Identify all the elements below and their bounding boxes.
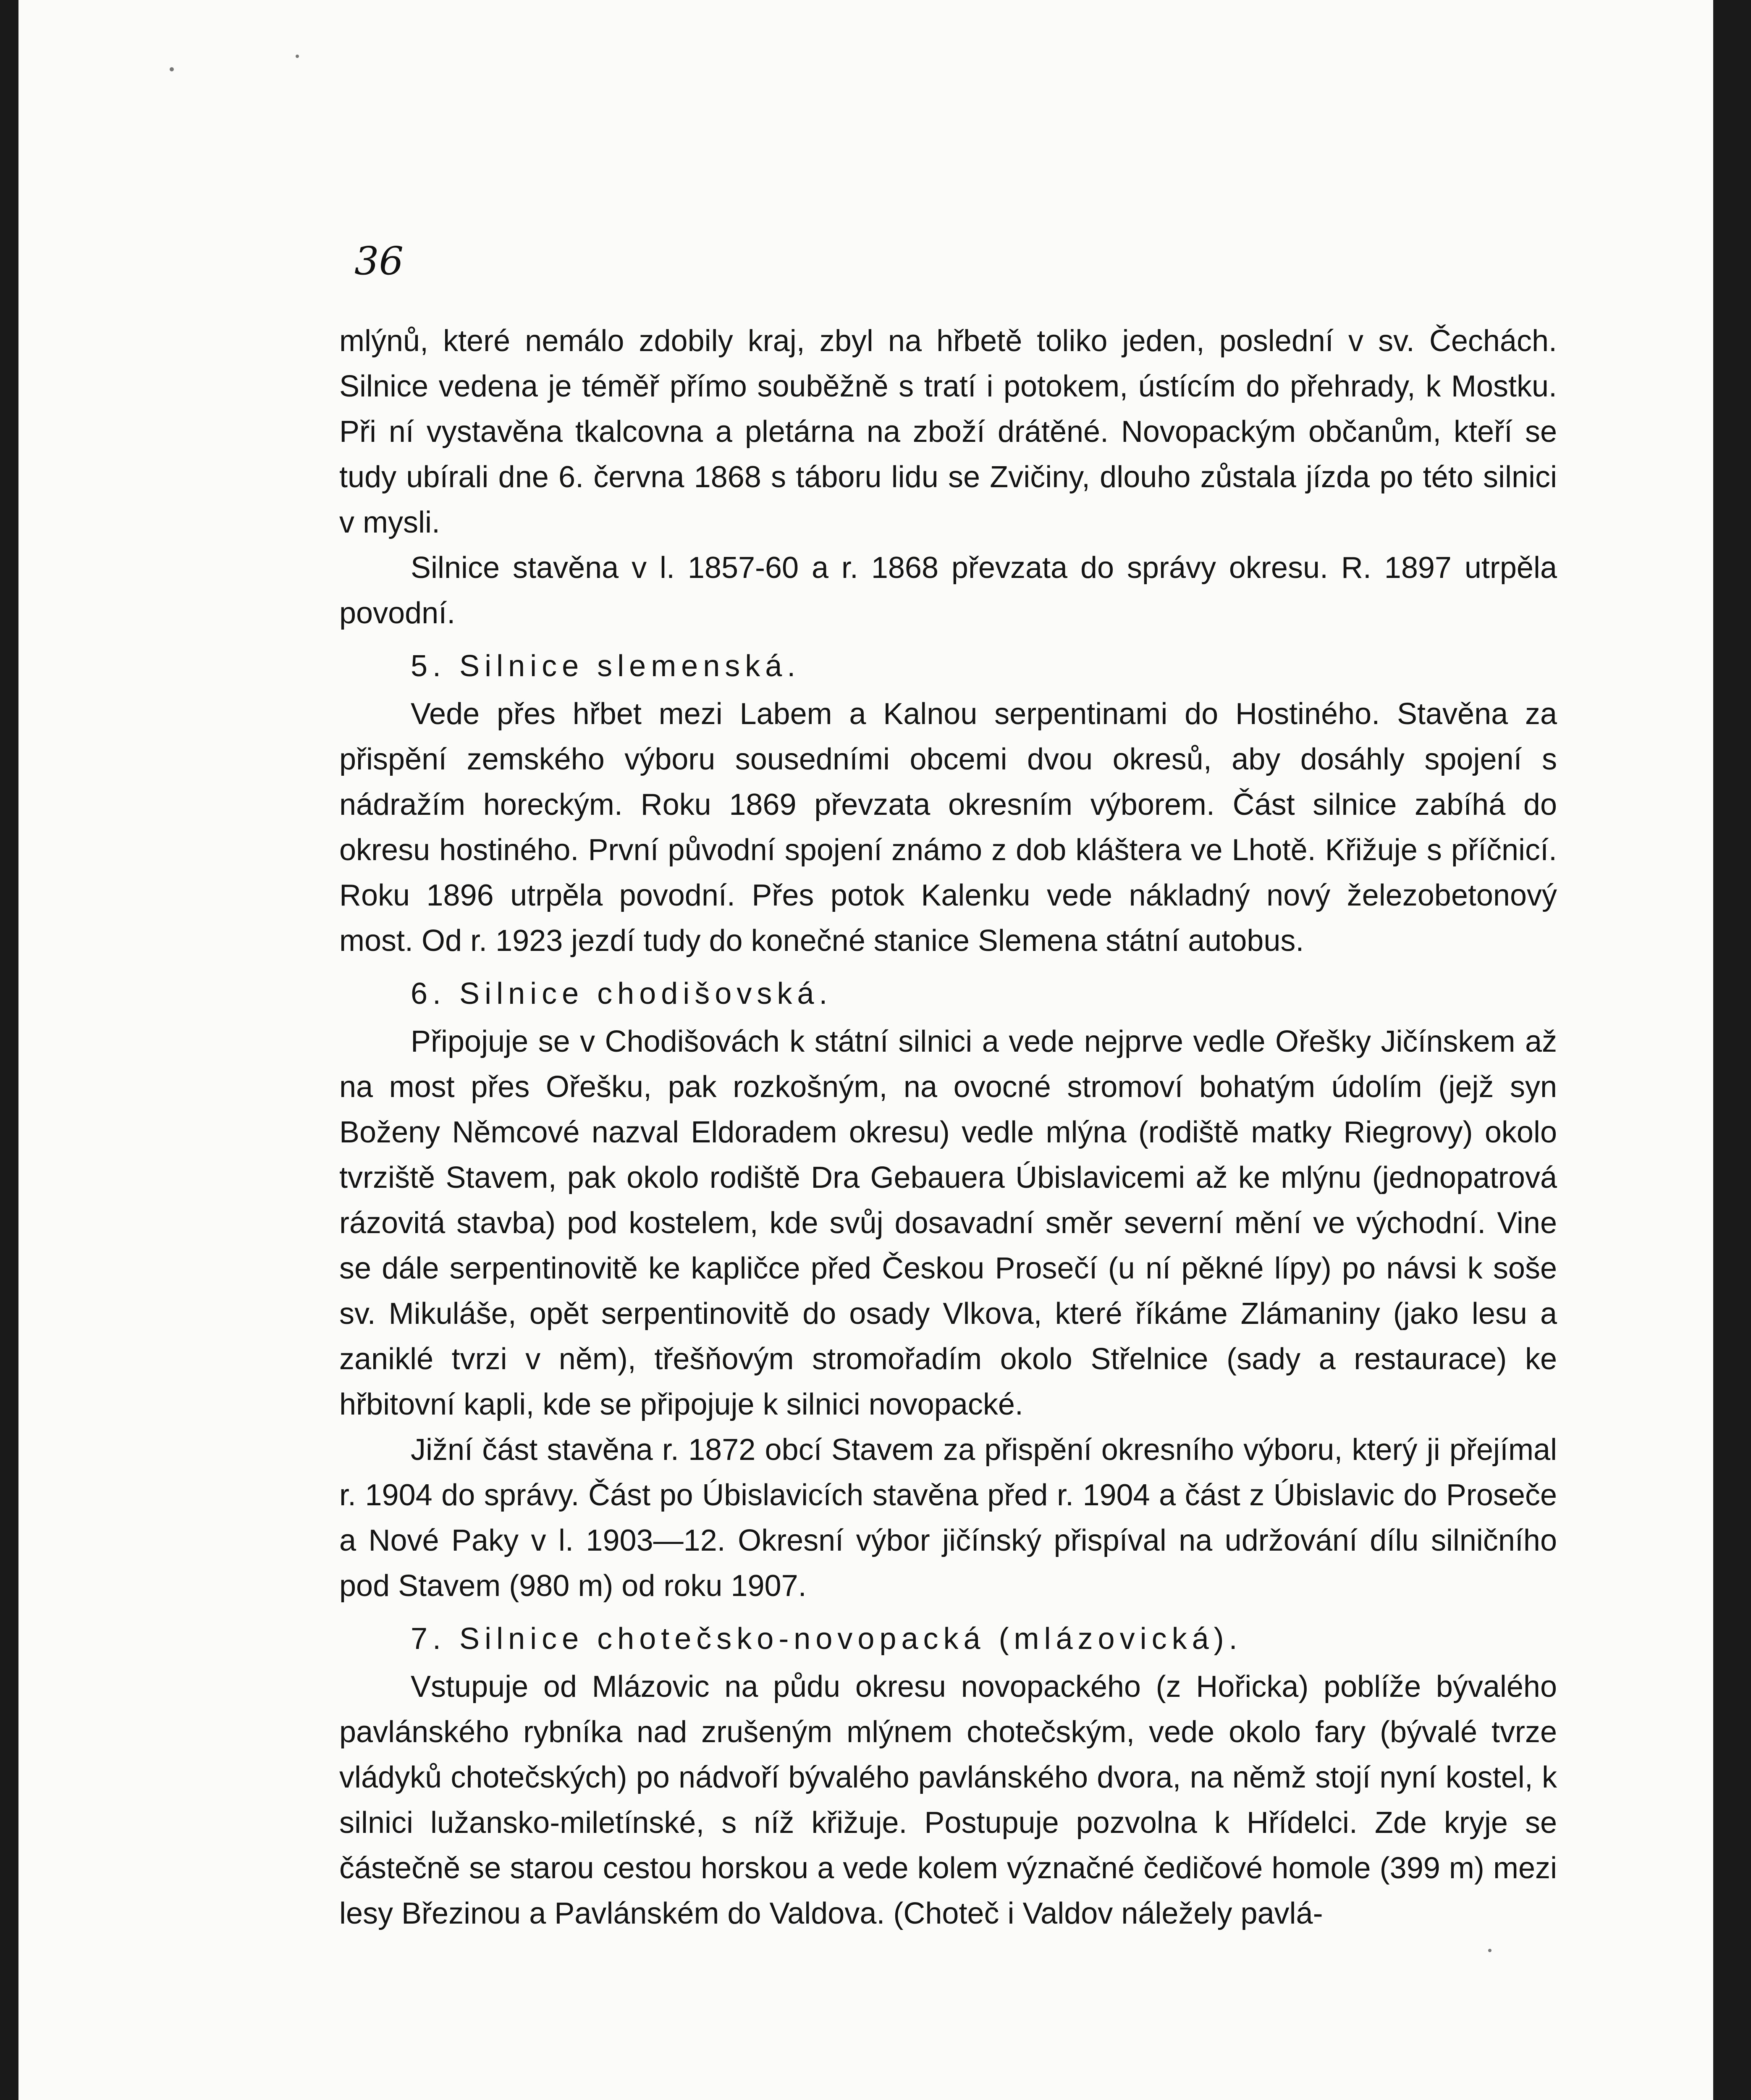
paragraph: Vede přes hřbet mezi Labem a Kalnou serpentinami do Hostiného. Stavěna za přispění zemského výboru sousedními obcemi dvou okresů, aby dosáhly spojení s nádražím horeckým. Roku 1869 převzata okresním výborem. Část silnice zabíhá do okresu hostiného. První původní spojení známo z dob kláštera ve Lhotě. Křižuje s příčnicí. Roku 1896 utrpěla povodní. Přes potok Kalenku vede nákladný nový železobetonový most. Od r. 1923 jezdí tudy do konečné stanice Slemena státní autobus. (339, 697, 1557, 958)
section-heading: 5. Silnice slemenská. (411, 649, 801, 683)
scan-speck (296, 55, 299, 58)
body-text (339, 318, 1557, 1936)
page-number: 36 (354, 239, 404, 284)
paragraph: Jižní část stavěna r. 1872 obcí Stavem za přispění okresního výboru, který ji přejímal r. 1904 do správy. Část po Úbislavicích stavěna před r. 1904 a část z Úbislavic do Proseče a Nové Paky v l. 1903—12. Okresní výbor jičínský přispíval na udržování dílu silničního pod Stavem (980 m) od roku 1907. (339, 1433, 1557, 1603)
paragraph: Připojuje se v Chodišovách k státní silnici a vede nejprve vedle Ořešky Jičínskem až na most přes Ořešku, pak rozkošným, na ovocné stromoví bohatým údolím (jejž syn Boženy Němcové nazval Eldoradem okresu) vedle mlýna (rodiště matky Riegrovy) okolo tvrziště Stavem, pak okolo rodiště Dra Gebauera Úbislavicemi až ke mlýnu (jednopatrová rázovitá stavba) pod kostelem, kde svůj dosavadní směr severní mění ve východní. Vine se dále serpentinovitě ke kapličce před Českou Prosečí (u ní pěkné lípy) po návsi k soše sv. Mikuláše, opět serpentinovitě do osady Vlkova, které říkáme Zlámaniny (jako lesu a zaniklé tvrzi v něm), třešňovým stromořadím okolo Střelnice (sady a restaurace) ke hřbitovní kapli, kde se připojuje k silnici novopacké. (339, 1025, 1557, 1421)
section-heading: 7. Silnice chotečsko-novopacká (mlázovická). (411, 1622, 1242, 1656)
paragraph: mlýnů, které nemálo zdobily kraj, zbyl na hřbetě toliko jeden, poslední v sv. Čechách. Silnice vedena je téměř přímo souběžně s tratí i potokem, ústícím do přehrady, k Mostku. Při ní vystavěna tkalcovna a pletárna na zboží drátěné. Novopackým občanům, kteří se tudy ubírali dne 6. června 1868 s táboru lidu se Zvičiny, dlouho zůstala jízda po této silnici v mysli. (339, 324, 1557, 539)
paragraph: Vstupuje od Mlázovic na půdu okresu novopackého (z Hořicka) poblíže bývalého pavlánského rybníka nad zrušeným mlýnem chotečským, vede okolo fary (bývalé tvrze vládyků chotečských) po nádvoří bývalého pavlánského dvora, na němž stojí nyní kostel, k silnici lužansko-miletínské, s níž křižuje. Postupuje pozvolna k Hřídelci. Zde kryje se částečně se starou cestou horskou a vede kolem význačné čedičové homole (399 m) mezi lesy Březinou a Pavlánském do Valdova. (Choteč i Valdov náležely pavlá- (339, 1670, 1557, 1930)
scanned-page (18, 0, 1713, 2100)
section-heading: 6. Silnice chodišovská. (411, 977, 833, 1011)
scan-speck (170, 67, 174, 71)
scan-speck (1488, 1949, 1491, 1952)
paragraph: Silnice stavěna v l. 1857-60 a r. 1868 převzata do správy okresu. R. 1897 utrpěla povodní. (339, 551, 1557, 630)
